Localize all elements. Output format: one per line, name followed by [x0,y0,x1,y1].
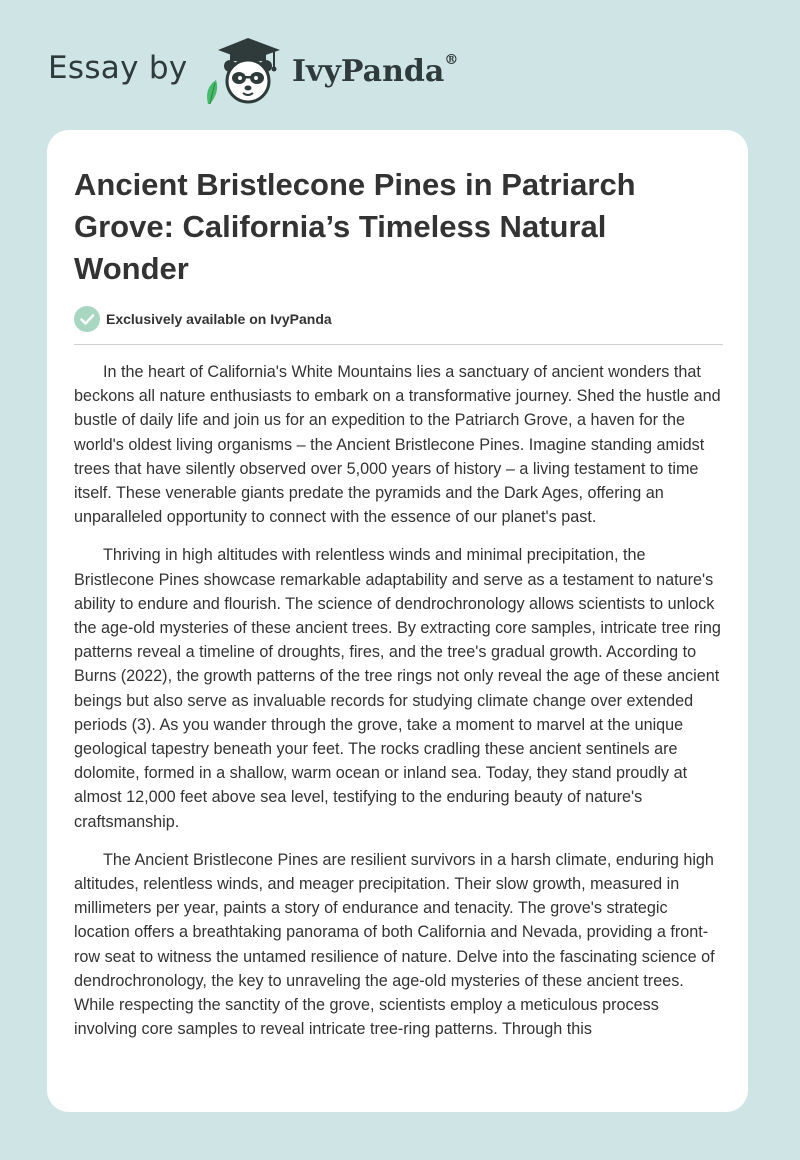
essay-title: Ancient Bristlecone Pines in Patriarch Grove: California’s Timeless Natural Wonder [74,167,636,286]
essay-paragraph-3: The Ancient Bristlecone Pines are resilient survivors in a harsh climate, enduring high altitudes, relentless winds, and meager precipitation. Their slow growth, measured in millimeters per year, paints a story of endurance and tenacity. The grove's strategic location offers a breathtaking panorama of both California and Nevada, providing a front-row seat to witness the untamed resilience of nature. Delve into the fascinating science of dendrochronology, the key to unraveling the age-old mysteries of these ancient trees. While respecting the sanctity of the grove, scientists employ a meticulous process involving core samples to reveal intricate tree-ring patterns. Through this [74,850,715,1039]
ivypanda-brand-name[interactable] [292,54,458,89]
essay-paragraph-2: Thriving in high altitudes with relentless winds and minimal precipitation, the Bristlecone Pines showcase remarkable adaptability and serve as a testament to nature's ability to endure and flourish. The science of dendrochronology allows scientists to unlock the age-old mysteries of these ancient trees. By extracting core samples, intricate tree ring patterns reveal a timeline of droughts, fires, and the tree's gradual growth. According to Burns (2022), the growth patterns of the tree rings not only reveal the age of these ancient beings but also serve as invaluable records for studying climate change over extended periods (3). As you wander through the grove, take a moment to marvel at the unique geological tapestry beneath your feet. The rocks cradling these ancient sentinels are dolomite, formed in a shallow, warm ocean or inland sea. Today, they stand proudly at almost 12,000 feet above sea level, testifying to the enduring beauty of nature's craftsmanship. [74,546,721,831]
checkmark-circle-icon [74,306,100,332]
registered-mark: ® [444,52,459,68]
panda-graduate-logo-icon[interactable] [202,36,290,108]
brand-text: IvyPanda [292,54,445,89]
essay-card [47,130,748,1112]
exclusive-badge-label: Exclusively available on IvyPanda [106,311,332,327]
essay-by-label: Essay by [48,50,188,86]
site-header [0,0,800,130]
essay-body [74,360,723,1055]
essay-paragraph-1: In the heart of California's White Mountains lies a sanctuary of ancient wonders that beckons all nature enthusiasts to embark on a transformative journey. Shed the hustle and bustle of daily life and join us for an expedition to the Patriarch Grove, a haven for the world's oldest living organisms – the Ancient Bristlecone Pines. Imagine standing amidst trees that have silently observed over 5,000 years of history – a living testament to time itself. These venerable giants predate the pyramids and the Dark Ages, offering an unparalleled opportunity to connect with the essence of our planet's past. [74,363,721,527]
title-divider [74,344,723,345]
